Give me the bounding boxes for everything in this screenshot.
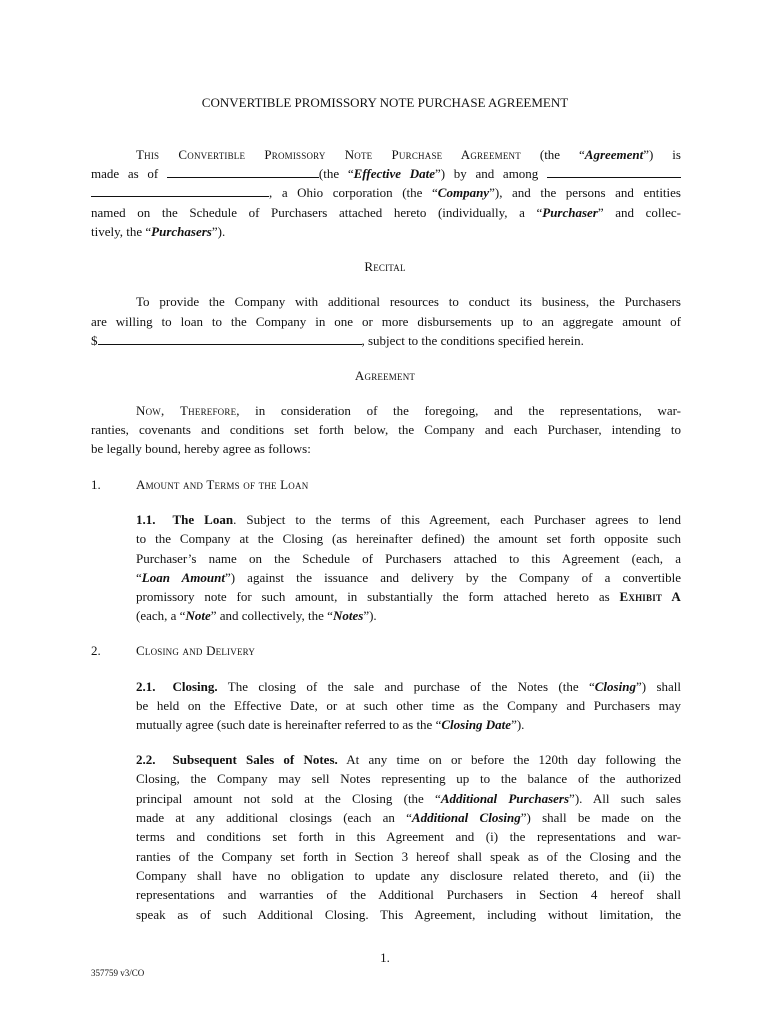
recital-line-2: are willing to loan to the Company in one or more disbursements up to an aggregate amount of: [91, 314, 681, 329]
s1-1-line-6: (each, a “Note” and collectively, the “Notes”).: [136, 608, 377, 623]
s2-2-line-5: terms and conditions set forth in this Agreement and (i) the representations and war-: [136, 829, 681, 844]
section-1-title: Amount and Terms of the Loan: [136, 477, 309, 492]
now-therefore-line-2: ranties, covenants and conditions set forth below, the Company and each Purchaser, intending to: [91, 422, 681, 437]
recital-heading: Recital: [364, 259, 406, 274]
s1-1-line-3: Purchaser’s name on the Schedule of Purchasers attached to this Agreement (each, a: [136, 551, 681, 566]
s2-1-line-3: mutually agree (such date is hereinafter referred to as the “Closing Date”).: [136, 717, 525, 732]
s2-2-line-9: speak as of such Additional Closing. This Agreement, including without limitation, the: [136, 907, 681, 922]
s2-2-line-2: Closing, the Company may sell Notes representing up to the balance of the authorized: [136, 771, 681, 786]
s2-2-line-4: made at any additional closings (each an “Additional Closing”) shall be made on the: [136, 810, 681, 825]
s1-1-line-5: promissory note for such amount, in substantially the form attached hereto as Exhibit A: [136, 589, 681, 604]
document-title: CONVERTIBLE PROMISSORY NOTE PURCHASE AGREEMENT: [201, 95, 569, 110]
agreement-heading: Agreement: [354, 368, 416, 383]
now-therefore-line-1: Now, Therefore, in consideration of the foregoing, and the representations, war-: [136, 403, 681, 418]
s2-2-line-8: representations and warranties of the Additional Purchasers in Section 4 hereof shall: [136, 887, 681, 902]
s2-1-line-2: be held on the Effective Date, or at such other time as the Company and Purchasers may: [136, 698, 681, 713]
party-blank: [547, 166, 681, 178]
company-name-blank: [91, 185, 269, 197]
recital-line-3: $ , subject to the conditions specified herein.: [91, 333, 584, 348]
s2-2-line-1: 2.2. Subsequent Sales of Notes. At any time on or before the 120th day following the: [136, 752, 681, 767]
intro-line-2: made as of (the “Effective Date”) by and among: [91, 166, 681, 181]
document-id: 357759 v3/CO: [91, 968, 145, 978]
s2-1-line-1: 2.1. Closing. The closing of the sale and purchase of the Notes (the “Closing”) shall: [136, 679, 681, 694]
s2-2-line-7: Company shall have no obligation to update any disclosure related thereto, and (ii) the: [136, 868, 681, 883]
intro-line-4: named on the Schedule of Purchasers attached hereto (individually, a “Purchaser” and collec-: [91, 205, 681, 220]
intro-line-1: This Convertible Promissory Note Purchase Agreement (the “Agreement”) is: [136, 147, 681, 162]
s1-1-line-4: “Loan Amount”) against the issuance and delivery by the Company of a convertible: [136, 570, 681, 585]
date-blank: [167, 166, 319, 178]
s1-1-line-1: 1.1. The Loan. Subject to the terms of this Agreement, each Purchaser agrees to lend: [136, 512, 681, 527]
amount-blank: [98, 333, 362, 345]
s2-2-line-3: principal amount not sold at the Closing (the “Additional Purchasers”). All such sales: [136, 791, 681, 806]
s2-2-line-6: ranties of the Company set forth in Section 3 hereof shall speak as of the Closing and the: [136, 849, 681, 864]
intro-line-5: tively, the “Purchasers”).: [91, 224, 226, 239]
section-1-number: 1.: [91, 477, 101, 492]
intro-line-3: , a Ohio corporation (the “Company”), and the persons and entities: [91, 185, 681, 200]
page-number: 1.: [380, 950, 390, 965]
recital-line-1: To provide the Company with additional resources to conduct its business, the Purchasers: [136, 294, 681, 309]
section-2-title: Closing and Delivery: [136, 643, 256, 658]
section-2-number: 2.: [91, 643, 101, 658]
now-therefore-line-3: be legally bound, hereby agree as follows:: [91, 441, 311, 456]
s1-1-line-2: to the Company at the Closing (as hereinafter defined) the amount set forth opposite such: [136, 531, 681, 546]
